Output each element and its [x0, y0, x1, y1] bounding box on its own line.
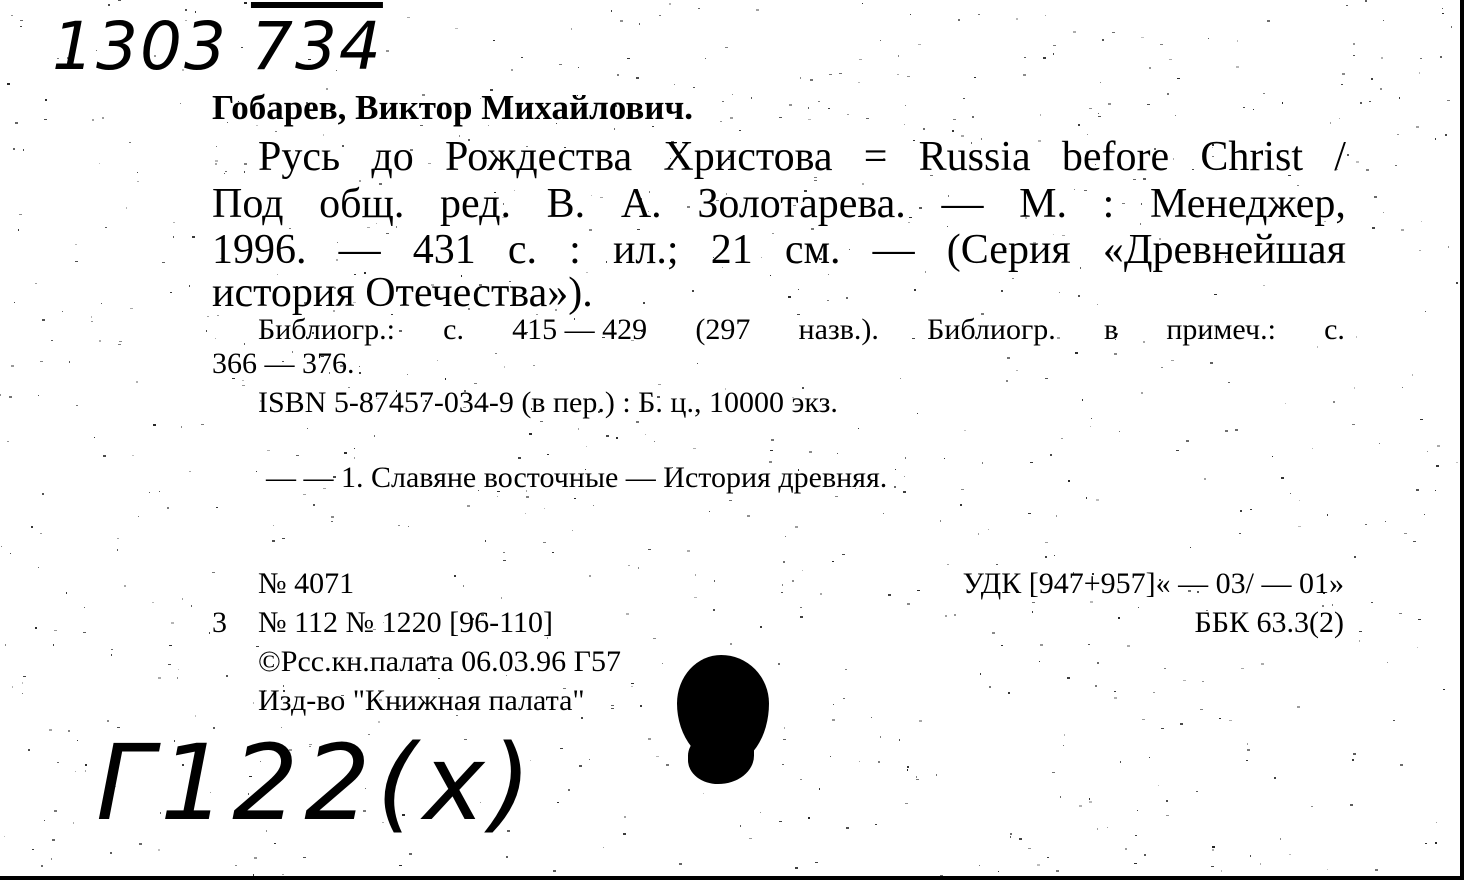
word: 1996. — [212, 227, 307, 273]
word: — — [872, 227, 915, 273]
word: Рождества — [444, 134, 633, 180]
word: общ. — [319, 181, 405, 227]
title-line-1 — [212, 133, 1346, 181]
word: Христова — [663, 134, 833, 180]
word: 431 — [412, 227, 476, 273]
word: (297 — [695, 313, 751, 346]
word: «Древнейшая — [1102, 227, 1346, 273]
word: В. — [546, 181, 586, 227]
word: — — [338, 227, 381, 273]
word: Русь — [258, 134, 341, 180]
call-number-overlined: 734 — [250, 8, 383, 85]
word: / — [1334, 134, 1346, 180]
word: назв.). — [798, 313, 879, 346]
word: Библиогр.: — [258, 313, 395, 346]
title-line-3 — [212, 226, 1346, 274]
handwritten-shelf-mark: Г122(х) — [96, 722, 538, 844]
word: Библиогр. — [927, 313, 1056, 346]
word: М. — [1019, 181, 1067, 227]
word: с. — [443, 313, 464, 346]
book-chamber-stamp: ©Рсс.кн.палата 06.03.96 Г57 — [258, 645, 622, 678]
bibliography-line-2: 366 — 376. — [212, 347, 355, 380]
bbk-code: ББК 63.3(2) — [1194, 606, 1344, 639]
bibliography-line-1 — [258, 313, 1345, 347]
card-number-prefix: 3 — [212, 606, 227, 639]
subject-headings: — — 1. Славяне восточные — История древняя. — [266, 461, 888, 494]
word: ред. — [440, 181, 511, 227]
author-heading: Гобарев, Виктор Михайлович. — [212, 88, 693, 127]
card-number-1: № 4071 — [258, 567, 355, 600]
word: : — [1102, 181, 1115, 227]
word: (Серия — [946, 227, 1071, 273]
word: Менеджер, — [1149, 181, 1346, 227]
word: before — [1061, 134, 1170, 180]
word: Christ — [1200, 134, 1304, 180]
call-number-prefix: 1303 — [52, 8, 228, 85]
word: см. — [784, 227, 841, 273]
title-line-4: история Отечества»). — [212, 270, 593, 316]
word: в — [1103, 313, 1119, 346]
word: — — [941, 181, 984, 227]
publisher-line: Изд-во "Книжная палата" — [258, 684, 585, 717]
handwritten-call-number — [52, 8, 383, 85]
word: А. — [620, 181, 662, 227]
word: до — [371, 134, 414, 180]
word: = — [863, 134, 888, 180]
word: с. — [1324, 313, 1345, 346]
word: Russia — [918, 134, 1031, 180]
word: 21 — [710, 227, 753, 273]
card-number-2: № 112 № 1220 [96-110] — [258, 606, 553, 639]
word: Под — [212, 181, 284, 227]
word: с. — [507, 227, 538, 273]
title-line-2 — [212, 180, 1346, 228]
udk-code: УДК [947+957]« — 03/ — 01» — [962, 567, 1344, 600]
word: : — [569, 227, 581, 273]
word: примеч.: — [1166, 313, 1276, 346]
word: ил.; — [612, 227, 679, 273]
isbn-line: ISBN 5-87457-034-9 (в пер.) : Б. ц., 10000 экз. — [258, 386, 838, 419]
word: Золотарева. — [697, 181, 906, 227]
word: 415 — 429 — [512, 313, 648, 346]
